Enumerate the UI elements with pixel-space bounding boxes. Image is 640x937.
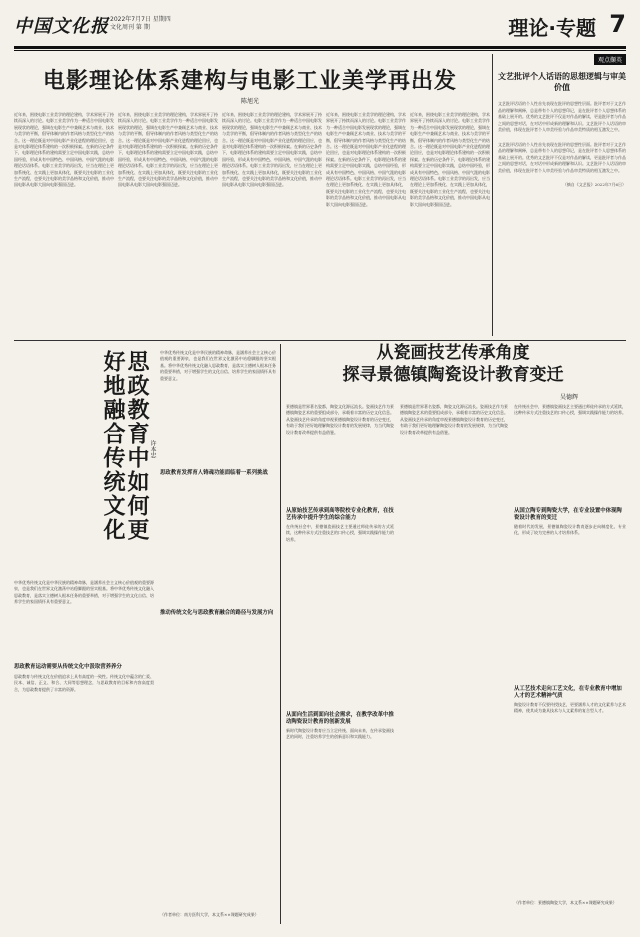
left-article-body-2: 思政教育与传统文化在价值追求上具有高度的一致性。传统文化中蕴含的仁爱、民本、诚信、正义、和合、大同等思想理念，与思政教育的目标和内容高度契合，为思政教育提供了丰富的资源。 (14, 674, 154, 692)
lead-article-body-col4: 近年来，围绕电影工业美学的理论建构，学术界展开了持续而深入的讨论。电影工业美学作为一种适合中国电影发展现状的理论，强调在电影生产中兼顾艺术与商业、技术与美学的平衡，倡导体制内的作者风格与类型化生产的结合。这一理论既是对中国电影产业化进程的理论回应，也是对电影理论体系建构的一次积极探索。在新的历史条件下，电影理论体系的建构需要立足中国电影实践，总结中国经验，形成具有中国特色、中国风格、中国气派的电影理论话语体系。电影工业美学的再出发，应当在理论上更加系统化、在实践上更加具体化，既要关注电影的工业化生产流程，也要关注电影的美学品格和文化价值，推动中国电影从电影大国向电影强国迈进。 (326, 112, 406, 207)
left-article-author: 许本忠 (149, 440, 156, 458)
left-article-col2: 中华优秀传统文化是中华民族的精神命脉，是涵养社会主义核心价值观的重要源泉，也是我们在世界文化激荡中站稳脚跟的坚实根基。将中华优秀传统文化融入思政教育，是落实立德树人根本任务的重要举措，对于增强学生的文化自信、培养学生的家国情怀具有重要意义。 (160, 350, 276, 381)
sidebar-title: 文艺批评个人话语的思想逻辑与审美价值 (498, 72, 626, 92)
right-article-body-3: 随着时代的发展，景德镇陶瓷设计教育逐步走向制度化、专业化，形成了较为完善的人才培养体系。 (514, 524, 626, 536)
lead-article-body-col3: 近年来，围绕电影工业美学的理论建构，学术界展开了持续而深入的讨论。电影工业美学作为一种适合中国电影发展现状的理论，强调在电影生产中兼顾艺术与商业、技术与美学的平衡，倡导体制内的作者风格与类型化生产的结合。这一理论既是对中国电影产业化进程的理论回应，也是对电影理论体系建构的一次积极探索。在新的历史条件下，电影理论体系的建构需要立足中国电影实践，总结中国经验，形成具有中国特色、中国风格、中国气派的电影理论话语体系。电影工业美学的再出发，应当在理论上更加系统化、在实践上更加具体化，既要关注电影的工业化生产流程，也要关注电影的美学品格和文化价值，推动中国电影从电影大国向电影强国迈进。 (222, 112, 322, 188)
sidebar-label: 观点撷英 (594, 54, 626, 65)
right-article-source: （作者单位：景德镇陶瓷大学，本文系××课题研究成果） (514, 900, 617, 905)
right-article-author: 吴德辉 (560, 394, 579, 401)
right-article-col3: 在传统社会中，景德镇瓷画技艺主要通过师徒传承的方式延续，这种传承方式注重技艺的口传心授，强调实践操作能力的培养。 (514, 404, 626, 416)
masthead (14, 10, 626, 44)
left-article-subhead-3: 推动传统文化与思政教育融合的路径与发展方向 (160, 610, 274, 616)
right-article-title-line1: 从瓷画技艺传承角度 (376, 343, 530, 363)
right-article-title-line2: 探寻景德镇陶瓷设计教育变迁 (342, 365, 564, 385)
sidebar-box (498, 54, 626, 334)
right-article-subhead-4: 从工艺技术走向工艺文化，在专业教育中增加人才的艺术精神气质 (514, 686, 622, 699)
sidebar-source: （摘自《文艺报》2022年7月6日） (562, 182, 626, 187)
sidebar-body-cont: 文艺批评话语的个人性首先表现在批评的思想性层面。批评者对于文艺作品的理解和阐释，总是带有个人的思想印记，是在批评者个人思想体系的基础上展开的。优秀的文艺批评不仅是对作品的解读，更是批评者与作品之间的思想对话，在对话中形成新的理解和认识。文艺批评个人话语的审美价值，体现在批评者个人审美经验与作品审美特质的相互激发之中。 (498, 141, 626, 173)
right-article-body-2: 在传统社会中，景德镇瓷画技艺主要通过师徒传承的方式延续，这种传承方式注重技艺的口传心授，强调实践操作能力的培养。 (286, 524, 394, 542)
left-article-subhead-2: 思政教育发挥育人铸魂功能面临着一系列挑战 (160, 470, 268, 476)
masthead-date: 2022年7月7日 星期四 (110, 16, 171, 23)
column-divider (280, 344, 281, 924)
masthead-issue: 文化周刊 第 期 (110, 24, 150, 31)
right-article-subhead-2: 从国立陶专到陶瓷大学，在专业设置中体现陶瓷设计教育的变迁 (514, 508, 622, 521)
lead-article-body-col1: 近年来，围绕电影工业美学的理论建构，学术界展开了持续而深入的讨论。电影工业美学作为一种适合中国电影发展现状的理论，强调在电影生产中兼顾艺术与商业、技术与美学的平衡，倡导体制内的作者风格与类型化生产的结合。这一理论既是对中国电影产业化进程的理论回应，也是对电影理论体系建构的一次积极探索。在新的历史条件下，电影理论体系的建构需要立足中国电影实践，总结中国经验，形成具有中国特色、中国风格、中国气派的电影理论话语体系。电影工业美学的再出发，应当在理论上更加系统化、在实践上更加具体化，既要关注电影的工业化生产流程，也要关注电影的美学品格和文化价值，推动中国电影从电影大国向电影强国迈进。 (14, 112, 114, 188)
masthead-meta (110, 16, 171, 32)
right-article-col2: 景德镇是世界著名瓷都，陶瓷文化源远流长。瓷画技艺作为景德镇陶瓷艺术的重要组成部分，承载着丰富的历史文化信息。从瓷画技艺传承的角度审视景德镇陶瓷设计教育的历史变迁，有助于我们更好地理解陶瓷设计教育的发展规律，为当代陶瓷设计教育改革提供有益借鉴。 (400, 404, 508, 435)
newspaper-logo: 中国文化报 (14, 16, 109, 37)
lead-article-title: 电影理论体系建构与电影工业美学再出发 (42, 69, 457, 94)
lead-article-author: 陈旭光 (240, 98, 259, 105)
lead-article-body-col2: 近年来，围绕电影工业美学的理论建构，学术界展开了持续而深入的讨论。电影工业美学作为一种适合中国电影发展现状的理论，强调在电影生产中兼顾艺术与商业、技术与美学的平衡，倡导体制内的作者风格与类型化生产的结合。这一理论既是对中国电影产业化进程的理论回应，也是对电影理论体系建构的一次积极探索。在新的历史条件下，电影理论体系的建构需要立足中国电影实践，总结中国经验，形成具有中国特色、中国风格、中国气派的电影理论话语体系。电影工业美学的再出发，应当在理论上更加系统化、在实践上更加具体化，既要关注电影的工业化生产流程，也要关注电影的美学品格和文化价值，推动中国电影从电影大国向电影强国迈进。 (118, 112, 218, 188)
right-article-subhead-3: 从面向生活到面向社会需求，在教学改革中推动陶瓷设计教育的创新发展 (286, 712, 394, 725)
masthead-rule (14, 46, 626, 49)
right-article-subhead-1: 从原始技艺传承到高等院校专业化教育，在技艺传承中提升学生的综合能力 (286, 508, 394, 521)
left-article-source: （作者单位：南方医科大学，本文系××课题研究成果） (160, 912, 259, 917)
page-number: 7 (609, 10, 626, 38)
left-article-title: 思政教育中如何更好地融合传统文化 (100, 350, 149, 542)
lead-article-body-col5: 近年来，围绕电影工业美学的理论建构，学术界展开了持续而深入的讨论。电影工业美学作为一种适合中国电影发展现状的理论，强调在电影生产中兼顾艺术与商业、技术与美学的平衡，倡导体制内的作者风格与类型化生产的结合。这一理论既是对中国电影产业化进程的理论回应，也是对电影理论体系建构的一次积极探索。在新的历史条件下，电影理论体系的建构需要立足中国电影实践，总结中国经验，形成具有中国特色、中国风格、中国气派的电影理论话语体系。电影工业美学的再出发，应当在理论上更加系统化、在实践上更加具体化，既要关注电影的工业化生产流程，也要关注电影的美学品格和文化价值，推动中国电影从电影大国向电影强国迈进。 (410, 112, 490, 207)
right-article-title (280, 342, 626, 386)
right-article-body-4: 新时代陶瓷设计教育应当立足传统、面向未来，在传承瓷画技艺的同时，注重培养学生的创新意识和实践能力。 (286, 728, 394, 740)
sidebar-body: 文艺批评话语的个人性首先表现在批评的思想性层面。批评者对于文艺作品的理解和阐释，总是带有个人的思想印记，是在批评者个人思想体系的基础上展开的。优秀的文艺批评不仅是对作品的解读，更是批评者与作品之间的思想对话，在对话中形成新的理解和认识。文艺批评个人话语的审美价值，体现在批评者个人审美经验与作品审美特质的相互激发之中。 (498, 101, 626, 132)
right-article-body: 景德镇是世界著名瓷都，陶瓷文化源远流长。瓷画技艺作为景德镇陶瓷艺术的重要组成部分，承载着丰富的历史文化信息。从瓷画技艺传承的角度审视景德镇陶瓷设计教育的历史变迁，有助于我们更好地理解陶瓷设计教育的发展规律，为当代陶瓷设计教育改革提供有益借鉴。 (286, 404, 394, 435)
section-name: 理论·专题 (508, 16, 596, 40)
left-article-body: 中华优秀传统文化是中华民族的精神命脉，是涵养社会主义核心价值观的重要源泉，也是我们在世界文化激荡中站稳脚跟的坚实根基。将中华优秀传统文化融入思政教育，是落实立德树人根本任务的重要举措，对于增强学生的文化自信、培养学生的家国情怀具有重要意义。 (14, 580, 154, 605)
sidebar-divider (492, 54, 493, 336)
section-divider (14, 340, 626, 341)
right-article-body-5: 陶瓷设计教育不仅要传授技艺，更要涵养人才的文化素养与艺术精神，使其成为兼具技术与人文素养的复合型人才。 (514, 702, 626, 714)
masthead-rule-thin (14, 50, 626, 51)
left-article-subhead-1: 思政教育运动需要从传统文化中汲取营养养分 (14, 664, 122, 670)
